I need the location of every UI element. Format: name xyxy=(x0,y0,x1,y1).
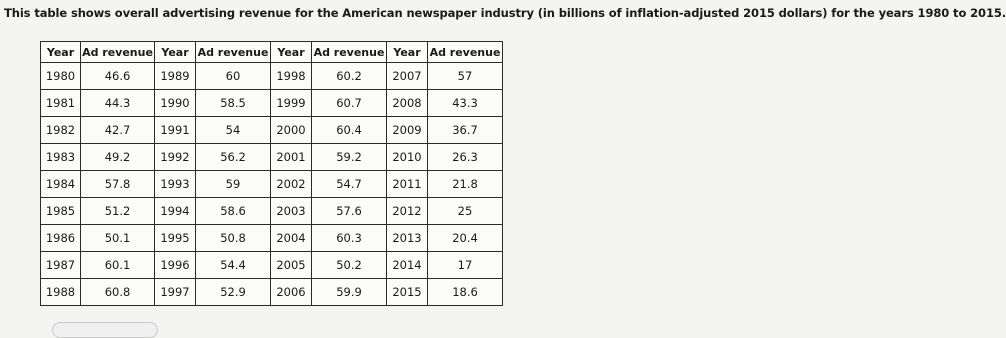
ad-revenue-cell: 60.8 xyxy=(81,279,155,306)
year-cell: 2011 xyxy=(387,171,428,198)
ad-revenue-cell: 50.8 xyxy=(196,225,271,252)
ad-revenue-cell: 21.8 xyxy=(428,171,503,198)
ad-revenue-cell: 60 xyxy=(196,63,271,90)
ad-revenue-cell: 59.9 xyxy=(312,279,387,306)
ad-revenue-cell: 57.8 xyxy=(81,171,155,198)
ad-revenue-cell: 59.2 xyxy=(312,144,387,171)
year-cell: 1992 xyxy=(155,144,196,171)
year-cell: 1993 xyxy=(155,171,196,198)
year-cell: 2008 xyxy=(387,90,428,117)
year-cell: 1980 xyxy=(41,63,81,90)
ad-revenue-cell: 50.2 xyxy=(312,252,387,279)
year-cell: 2014 xyxy=(387,252,428,279)
header-year-2: Year xyxy=(155,42,196,63)
table-row xyxy=(41,225,503,252)
year-cell: 1990 xyxy=(155,90,196,117)
year-cell: 2009 xyxy=(387,117,428,144)
ad-revenue-cell: 42.7 xyxy=(81,117,155,144)
ad-revenue-cell: 56.2 xyxy=(196,144,271,171)
year-cell: 2013 xyxy=(387,225,428,252)
table-header xyxy=(41,42,503,63)
year-cell: 2006 xyxy=(271,279,312,306)
year-cell: 2002 xyxy=(271,171,312,198)
ad-revenue-cell: 54.7 xyxy=(312,171,387,198)
table-body xyxy=(41,63,503,306)
ad-revenue-cell: 50.1 xyxy=(81,225,155,252)
ad-revenue-cell: 54 xyxy=(196,117,271,144)
year-cell: 2007 xyxy=(387,63,428,90)
year-cell: 1989 xyxy=(155,63,196,90)
year-cell: 1995 xyxy=(155,225,196,252)
year-cell: 2001 xyxy=(271,144,312,171)
header-ad-revenue-4: Ad revenue xyxy=(428,42,503,63)
year-cell: 1985 xyxy=(41,198,81,225)
ad-revenue-cell: 60.4 xyxy=(312,117,387,144)
ad-revenue-cell: 18.6 xyxy=(428,279,503,306)
year-cell: 1984 xyxy=(41,171,81,198)
ad-revenue-cell: 54.4 xyxy=(196,252,271,279)
table-row xyxy=(41,117,503,144)
year-cell: 1997 xyxy=(155,279,196,306)
table-row xyxy=(41,198,503,225)
year-cell: 2004 xyxy=(271,225,312,252)
header-row xyxy=(41,42,503,63)
ad-revenue-cell: 51.2 xyxy=(81,198,155,225)
ad-revenue-cell: 25 xyxy=(428,198,503,225)
header-year-3: Year xyxy=(271,42,312,63)
ad-revenue-cell: 58.5 xyxy=(196,90,271,117)
year-cell: 1987 xyxy=(41,252,81,279)
year-cell: 2005 xyxy=(271,252,312,279)
year-cell: 2015 xyxy=(387,279,428,306)
ad-revenue-cell: 60.7 xyxy=(312,90,387,117)
ad-revenue-cell: 60.1 xyxy=(81,252,155,279)
header-year-1: Year xyxy=(41,42,81,63)
year-cell: 1981 xyxy=(41,90,81,117)
ad-revenue-cell: 49.2 xyxy=(81,144,155,171)
header-ad-revenue-1: Ad revenue xyxy=(81,42,155,63)
year-cell: 1996 xyxy=(155,252,196,279)
table-caption: This table shows overall advertising revenue for the American newspaper industry (in billions of inflation-adjusted 2015 dollars) for the years 1980 to 2015. xyxy=(4,6,1006,20)
year-cell: 1986 xyxy=(41,225,81,252)
ad-revenue-cell: 52.9 xyxy=(196,279,271,306)
header-ad-revenue-3: Ad revenue xyxy=(312,42,387,63)
table-row xyxy=(41,279,503,306)
ad-revenue-cell: 58.6 xyxy=(196,198,271,225)
year-cell: 2010 xyxy=(387,144,428,171)
table-row xyxy=(41,252,503,279)
ad-revenue-cell: 46.6 xyxy=(81,63,155,90)
ad-revenue-cell: 36.7 xyxy=(428,117,503,144)
table-row xyxy=(41,90,503,117)
ad-revenue-cell: 43.3 xyxy=(428,90,503,117)
ad-revenue-cell: 60.2 xyxy=(312,63,387,90)
year-cell: 1999 xyxy=(271,90,312,117)
year-cell: 1983 xyxy=(41,144,81,171)
header-year-4: Year xyxy=(387,42,428,63)
year-cell: 1998 xyxy=(271,63,312,90)
header-ad-revenue-2: Ad revenue xyxy=(196,42,271,63)
bottom-tab[interactable] xyxy=(52,322,158,338)
ad-revenue-cell: 26.3 xyxy=(428,144,503,171)
year-cell: 1988 xyxy=(41,279,81,306)
ad-revenue-cell: 44.3 xyxy=(81,90,155,117)
year-cell: 2012 xyxy=(387,198,428,225)
year-cell: 1994 xyxy=(155,198,196,225)
table-row xyxy=(41,171,503,198)
ad-revenue-table xyxy=(40,41,503,306)
ad-revenue-cell: 57 xyxy=(428,63,503,90)
year-cell: 2000 xyxy=(271,117,312,144)
table-row xyxy=(41,144,503,171)
table-row xyxy=(41,63,503,90)
year-cell: 2003 xyxy=(271,198,312,225)
year-cell: 1982 xyxy=(41,117,81,144)
year-cell: 1991 xyxy=(155,117,196,144)
ad-revenue-cell: 59 xyxy=(196,171,271,198)
ad-revenue-cell: 60.3 xyxy=(312,225,387,252)
ad-revenue-cell: 20.4 xyxy=(428,225,503,252)
ad-revenue-cell: 57.6 xyxy=(312,198,387,225)
ad-revenue-cell: 17 xyxy=(428,252,503,279)
